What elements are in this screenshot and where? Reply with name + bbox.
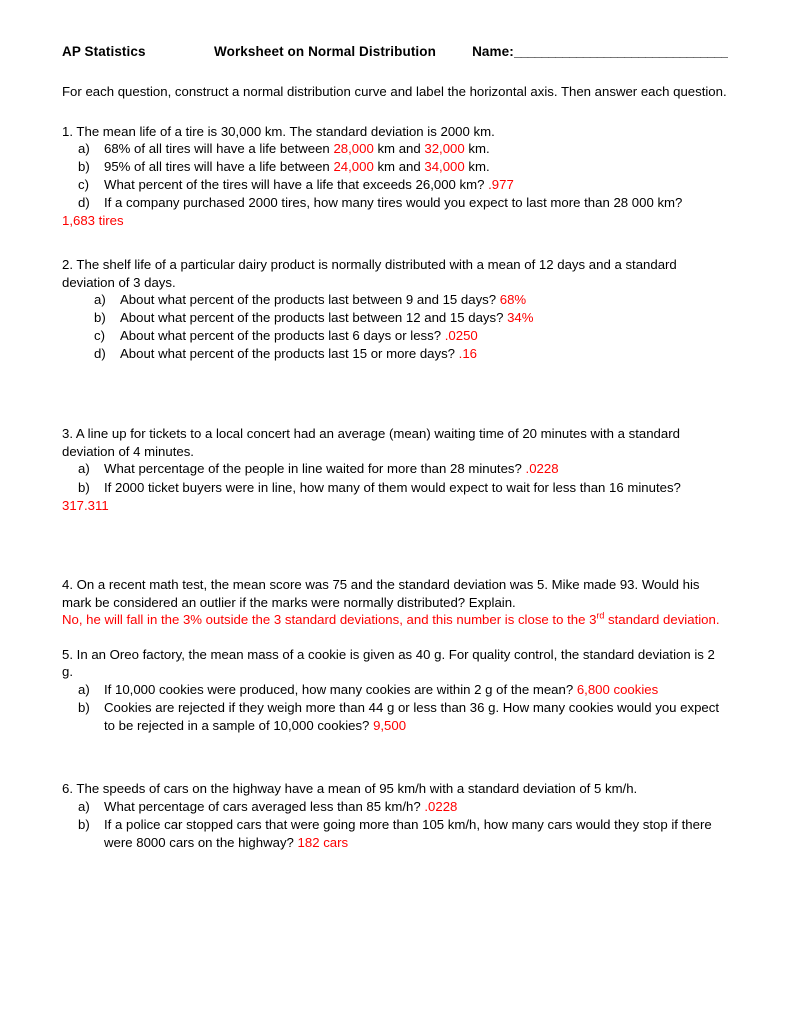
question-4 — [62, 576, 728, 629]
answer-value-1: .16 — [458, 346, 478, 362]
question-3-sub-b — [78, 479, 728, 497]
question-4-answer-part1: No, he will fall in the 3% outside the 3 standard deviations, and this number is close to the 3 — [62, 612, 597, 628]
question-2-sub-a — [94, 291, 728, 309]
sub-marker: d) — [78, 195, 90, 211]
sub-marker: a) — [78, 461, 90, 477]
sub-text-post: km. — [464, 141, 490, 157]
question-5-stem: 5. In an Oreo factory, the mean mass of a cookie is given as 40 g. For quality control, the standard deviation is 2 g. — [62, 646, 715, 680]
sub-text-pre: 95% of all tires will have a life between — [104, 159, 334, 175]
answer-value-1: 6,800 cookies — [576, 681, 659, 697]
question-3-subitems — [62, 460, 728, 496]
sub-marker: a) — [78, 798, 90, 814]
instructions-paragraph: For each question, construct a normal distribution curve and label the horizontal axis. Then answer each question. — [62, 84, 727, 99]
sub-text-post: km. — [464, 159, 490, 175]
sub-marker: b) — [94, 310, 106, 326]
sub-marker: a) — [94, 292, 106, 308]
sub-text — [104, 479, 728, 497]
answer-value-1: 182 cars — [297, 834, 349, 850]
question-2-subitems — [62, 291, 728, 363]
answer-value-1: .0228 — [525, 461, 559, 477]
sub-text-pre: What percentage of the people in line waited for more than 28 minutes? — [104, 461, 526, 477]
document-header — [62, 44, 728, 59]
sub-text-mid: km and — [373, 159, 425, 175]
question-1-sub-d — [78, 194, 728, 212]
sub-marker: b) — [78, 816, 90, 832]
answer-value-2: 32,000 — [424, 141, 465, 157]
question-1-sub-b — [78, 158, 728, 176]
sub-text-pre: If 10,000 cookies were produced, how many cookies are within 2 g of the mean? — [104, 681, 577, 697]
sub-text — [104, 140, 728, 158]
answer-value-1: 34% — [507, 310, 534, 326]
question-5 — [62, 646, 728, 735]
answer-value-1: 9,500 — [373, 718, 407, 734]
sub-text — [104, 460, 728, 478]
answer-value-1: 28,000 — [333, 141, 374, 157]
sub-text — [120, 327, 728, 345]
sub-text-pre: About what percent of the products last between 12 and 15 days? — [120, 310, 508, 326]
sub-text — [104, 798, 728, 816]
sub-marker: b) — [78, 479, 90, 495]
course-label: AP Statistics — [62, 44, 146, 59]
sub-text-pre: What percentage of cars averaged less than 85 km/h? — [104, 798, 425, 814]
answer-value-1: .0250 — [444, 328, 478, 344]
sub-marker: b) — [78, 699, 90, 715]
sub-text — [104, 176, 728, 194]
sub-marker: c) — [78, 177, 89, 193]
question-1-sub-c — [78, 176, 728, 194]
sub-text — [120, 309, 728, 327]
sub-text-pre: What percent of the tires will have a life that exceeds 26,000 km? — [104, 177, 489, 193]
sub-marker: b) — [78, 159, 90, 175]
ordinal-suffix: rd — [596, 610, 605, 621]
question-6-stem: 6. The speeds of cars on the highway have a mean of 95 km/h with a standard deviation of 5 km/h. — [62, 781, 638, 797]
question-4-answer-part2: standard deviation. — [604, 612, 720, 628]
question-1-subitems — [62, 140, 728, 212]
sub-text-pre: 68% of all tires will have a life between — [104, 141, 334, 157]
section-spacer — [62, 735, 728, 780]
question-5-sub-b — [78, 699, 728, 735]
question-4-stem: 4. On a recent math test, the mean score was 75 and the standard deviation was 5. Mike made 93. Would his mark be considered an outlier if the marks were normally distributed? Explain. — [62, 577, 700, 610]
section-spacer — [62, 230, 728, 256]
question-6-subitems — [62, 798, 728, 852]
question-2 — [62, 256, 728, 363]
page-title: Worksheet on Normal Distribution — [214, 44, 436, 59]
question-1 — [62, 123, 728, 230]
sub-marker: a) — [78, 141, 90, 157]
name-blank-rule[interactable]: _______________________________ — [513, 44, 728, 59]
sub-text-mid: km and — [373, 141, 425, 157]
sub-text-pre: About what percent of the products last 15 or more days? — [120, 346, 459, 362]
sub-marker: d) — [94, 346, 106, 362]
answer-value-1: 68% — [499, 292, 527, 308]
question-3-trailing-answer: 317.311 — [62, 497, 109, 513]
question-1-trailing-answer: 1,683 tires — [62, 213, 124, 229]
sub-text — [104, 816, 728, 852]
question-2-sub-c — [94, 327, 728, 345]
sub-text — [120, 291, 728, 309]
answer-value-1: 24,000 — [333, 159, 374, 175]
question-6-sub-a — [78, 798, 728, 816]
document-content — [62, 44, 728, 852]
answer-value-1: .977 — [488, 177, 514, 193]
sub-text — [120, 345, 728, 363]
sub-text — [104, 681, 728, 699]
name-label: Name: — [472, 44, 514, 59]
answer-value-1: .0228 — [424, 798, 458, 814]
sub-text — [104, 699, 728, 735]
sub-text-pre: About what percent of the products last 6 days or less? — [120, 328, 445, 344]
sub-text — [104, 158, 728, 176]
sub-text-pre: If 2000 ticket buyers were in line, how many of them would expect to wait for less than 16 minutes? — [104, 479, 681, 495]
question-6-sub-b — [78, 816, 728, 852]
question-4-answer — [62, 611, 728, 629]
question-5-sub-a — [78, 681, 728, 699]
sub-text-pre: Cookies are rejected if they weigh more than 44 g or less than 36 g. How many cookies would you expect to be rejected in a sample of 10,000 cookies? — [104, 699, 720, 734]
sub-marker: c) — [94, 328, 105, 344]
question-3 — [62, 425, 728, 514]
sub-marker: a) — [78, 681, 90, 697]
sub-text — [104, 194, 728, 212]
question-1-stem: 1. The mean life of a tire is 30,000 km. The standard deviation is 2000 km. — [62, 123, 495, 139]
name-field-group — [472, 44, 728, 59]
section-spacer — [62, 629, 728, 646]
question-1-sub-a — [78, 140, 728, 158]
question-3-stem: 3. A line up for tickets to a local concert had an average (mean) waiting time of 20 minutes with a standard deviation of 4 minutes. — [62, 426, 680, 459]
answer-value-2: 34,000 — [424, 159, 465, 175]
sub-text-pre: About what percent of the products last between 9 and 15 days? — [120, 292, 500, 308]
question-2-stem: 2. The shelf life of a particular dairy product is normally distributed with a mean of 12 days and a standard deviation of 3 days. — [62, 256, 677, 290]
question-3-sub-a — [78, 460, 728, 478]
question-2-sub-d — [94, 345, 728, 363]
question-6 — [62, 780, 728, 852]
question-2-sub-b — [94, 309, 728, 327]
sub-text-pre: If a police car stopped cars that were going more than 105 km/h, how many cars would they stop if there were 8000 cars on the highway? — [104, 816, 712, 850]
section-spacer — [62, 363, 728, 425]
sub-text-pre: If a company purchased 2000 tires, how many tires would you expect to last more than 28 000 km? — [104, 195, 683, 211]
section-spacer — [62, 514, 728, 576]
question-5-subitems — [62, 681, 728, 735]
